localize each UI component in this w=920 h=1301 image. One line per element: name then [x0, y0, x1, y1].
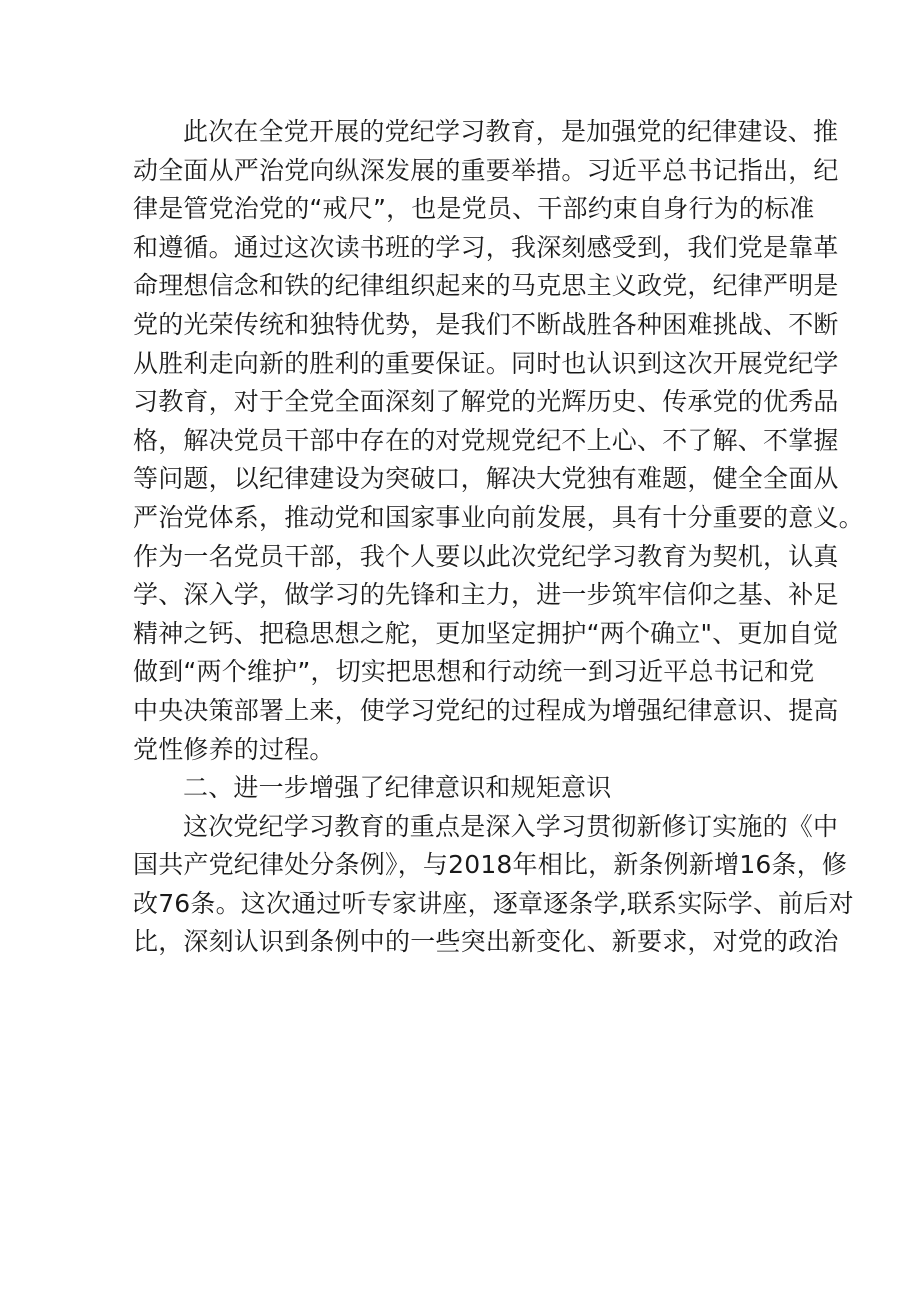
text-line: 作为一名党员干部，我个人要以此次党纪学习教育为契机，认真 — [133, 541, 839, 571]
text-line: 此次在全党开展的党纪学习教育，是加强党的纪律建设、推 — [183, 117, 839, 146]
text-line: 中央决策部署上来，使学习党纪的过程成为增强纪律意识、提高 — [133, 695, 839, 725]
text-line: 学、深入学，做学习的先锋和主力，进一步筑牢信仰之基、补足 — [133, 580, 839, 610]
text-line: 格，解决党员干部中存在的对党规党纪不上心、不了解、不掌握 — [133, 425, 839, 455]
text-line: 严治党体系，推动党和国家事业向前发展，具有十分重要的意义。 — [133, 502, 864, 532]
text-line: 精神之钙、把稳思想之舵，更加坚定拥护“两个确立"、更加自觉 — [133, 618, 839, 648]
text-line: 党的光荣传统和独特优势，是我们不断战胜各种困难挑战、不断 — [133, 309, 839, 339]
text-line: 做到“两个维护”，切实把思想和行动统一到习近平总书记和党 — [133, 657, 815, 687]
text-line: 和遵循。通过这次读书班的学习，我深刻感受到，我们党是靠革 — [133, 232, 839, 262]
text-line: 命理想信念和铁的纪律组织起来的马克思主义政党，纪律严明是 — [133, 271, 839, 301]
text-line: 律是管党治党的“戒尺”，也是党员、干部约束自身行为的标准 — [133, 194, 815, 224]
text-line: 国共产党纪律处分条例》，与2018年相比，新条例新增16条，修 — [133, 850, 848, 880]
paragraph-2 — [133, 808, 854, 962]
text-line: 等问题，以纪律建设为突破口，解决大党独有难题，健全全面从 — [133, 464, 839, 494]
text-line: 习教育，对于全党全面深刻了解党的光辉历史、传承党的优秀品 — [133, 387, 839, 417]
text-line: 从胜利走向新的胜利的重要保证。同时也认识到这次开展党纪学 — [133, 348, 839, 378]
text-line: 党性修养的过程。 — [133, 734, 335, 764]
document-body — [133, 113, 864, 962]
text-line: 改76条。这次通过听专家讲座，逐章逐条学,联系实际学、前后对 — [133, 888, 854, 918]
text-line: 动全面从严治党向纵深发展的重要举措。习近平总书记指出，纪 — [133, 155, 839, 185]
paragraph-1 — [133, 113, 864, 769]
section-heading — [133, 769, 797, 808]
heading-line: 二、进一步增强了纪律意识和规矩意识 — [183, 773, 612, 803]
text-line: 这次党纪学习教育的重点是深入学习贯彻新修订实施的《中 — [183, 811, 839, 841]
text-line: 比，深刻认识到条例中的一些突出新变化、新要求，对党的政治 — [133, 927, 839, 957]
